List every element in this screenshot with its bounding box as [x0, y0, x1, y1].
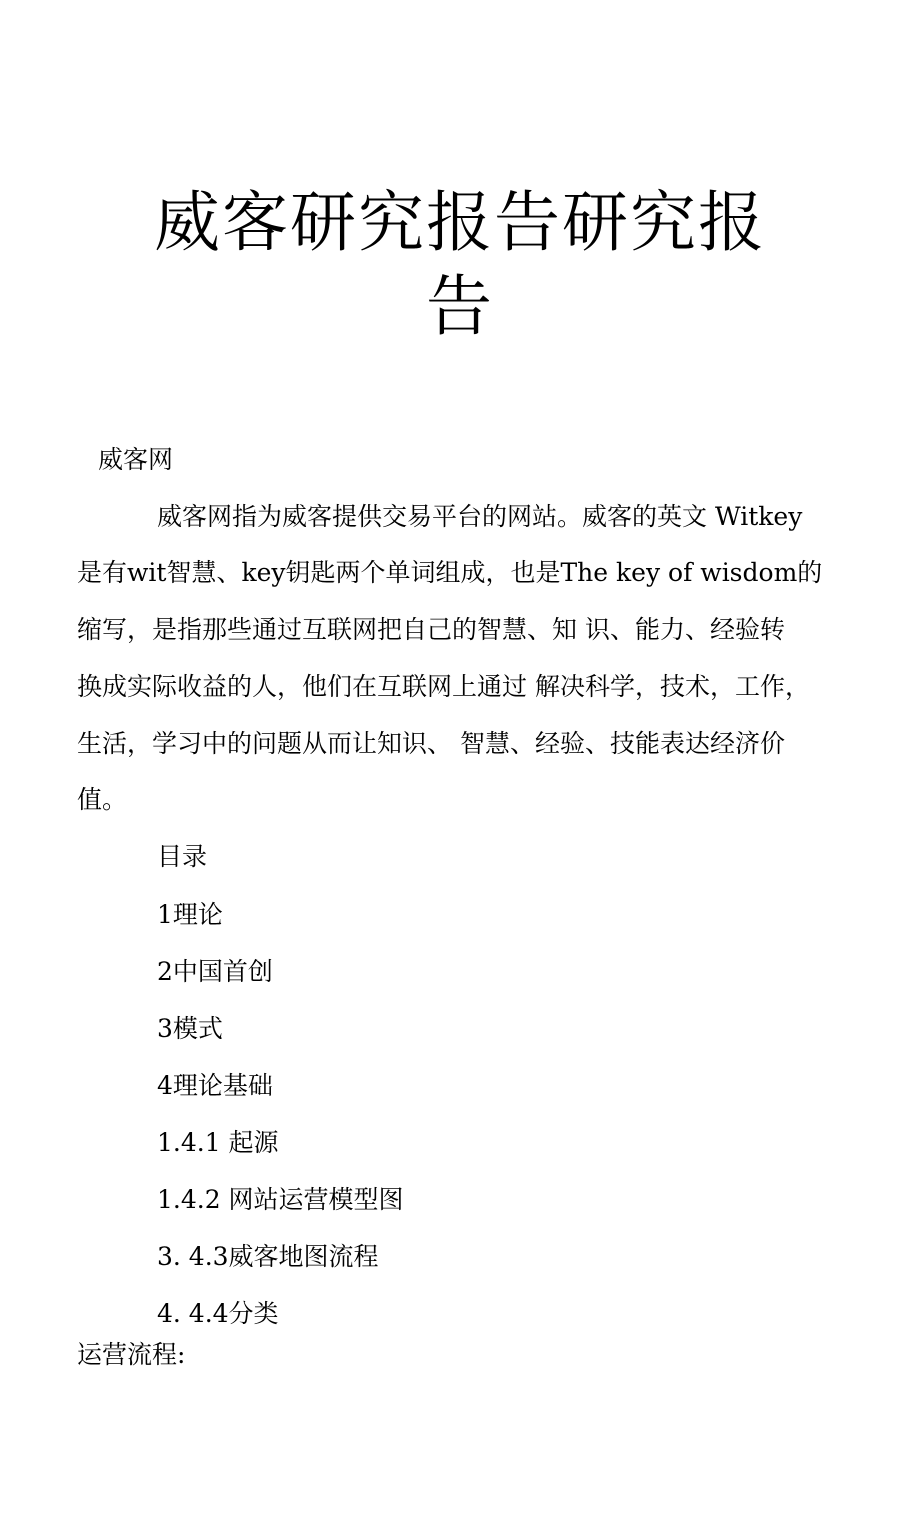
toc-item: 1.4.1 起源	[157, 1128, 279, 1157]
paragraph-line: 威客网指为威客提供交易平台的网站。威客的英文 Witkey	[157, 502, 803, 531]
intro-paragraph	[77, 497, 847, 814]
section-heading: 威客网	[98, 445, 174, 474]
paragraph-line: 是有wit智慧、key钥匙两个单词组成，也是The key of wisdom的	[77, 558, 823, 587]
toc-item: 1.4.2 网站运营模型图	[157, 1185, 404, 1214]
paragraph-line: 换成实际收益的人，他们在互联网上通过 解决科学，技术，工作，	[77, 672, 810, 701]
toc-item: 1理论	[157, 900, 223, 929]
paragraph-line: 缩写，是指那些通过互联网把自己的智慧、知 识、能力、经验转	[77, 615, 785, 644]
document-title-line-1: 威客研究报告研究报	[154, 184, 766, 261]
operation-heading: 运营流程:	[77, 1340, 186, 1369]
toc-item: 3. 4.3威客地图流程	[157, 1242, 379, 1271]
toc-item: 2中国首创	[157, 957, 273, 986]
paragraph-line: 值。	[77, 785, 128, 814]
toc-item: 4理论基础	[157, 1071, 273, 1100]
toc-heading: 目录	[157, 842, 208, 871]
paragraph-line: 生活，学习中的问题从而让知识、 智慧、经验、技能表达经济价	[77, 729, 785, 758]
document-title-line-2: 告	[426, 268, 494, 345]
toc-item: 3模式	[157, 1014, 223, 1043]
toc-item: 4. 4.4分类	[157, 1299, 279, 1328]
